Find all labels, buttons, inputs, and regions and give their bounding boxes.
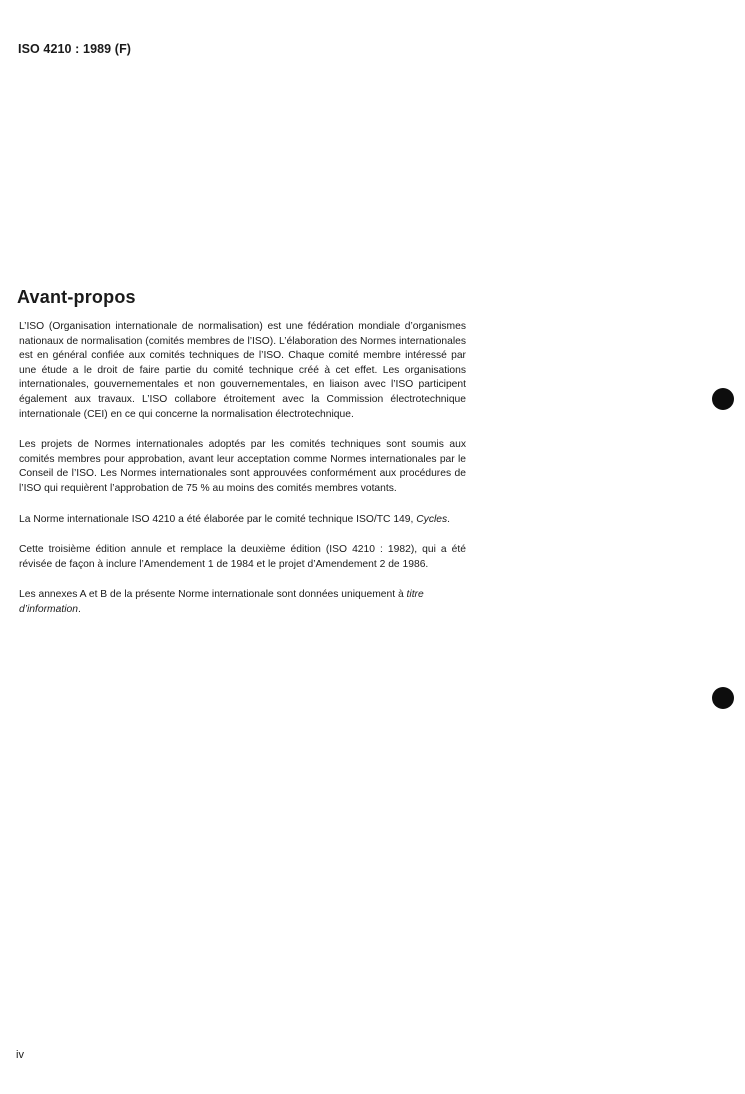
paragraph-annexes (19, 588, 466, 617)
paragraph-text: Les annexes A et B de la présente Norme internationale sont données uniquement à (19, 589, 407, 601)
paragraph-text: La Norme internationale ISO 4210 a été élaborée par le comité technique ISO/TC 149, (19, 513, 417, 525)
paragraph-edition-note (19, 543, 466, 572)
binding-hole-mark-upper (712, 388, 734, 410)
committee-name: Cycles (416, 513, 448, 525)
paragraph-text: Les projets de Normes internationales adoptés par les comités techniques sont soumis aux comités membres pour approbation, avant leur acceptation comme Normes internationales par le Conseil de l’ISO. Les Normes internationales sont approuvées conformément aux procédures de l’ISO qui requièrent l’approbation de 75 % au moins des comités membres votants. (19, 439, 466, 494)
section-title: Avant-propos (17, 287, 136, 307)
paragraph-approval-procedure (19, 438, 466, 496)
page-number: iv (16, 1049, 24, 1061)
paragraph-text-end: . (77, 603, 81, 615)
paragraph-technical-committee (19, 513, 466, 528)
paragraph-text: Cette troisième édition annule et remplace la deuxième édition (ISO 4210 : 1982), qui a été révisée de façon à inclure l’Amendement 1 de 1984 et le projet d’Amendement 2 de 1986. (19, 544, 466, 570)
information-note: titre d’information (19, 589, 424, 615)
paragraph-text-end: . (447, 513, 451, 525)
foreword-body (19, 320, 466, 634)
paragraph-text: L’ISO (Organisation internationale de normalisation) est une fédération mondiale d’organismes nationaux de normalisation (comités membres de l’ISO). L’élaboration des Normes internationales est en général confiée aux comités techniques de l’ISO. Chaque comité membre intéressé par une étude a le droit de faire partie du comité technique créé à cet effet. Les organisations internationales, gouvernementales et non gouvernementales, en liaison avec l’ISO participent également aux travaux. L’ISO collabore étroitement avec la Commission électrotechnique internationale (CEI) en ce qui concerne la normalisation électrotechnique. (19, 321, 466, 420)
standard-reference-header: ISO 4210 : 1989 (F) (18, 42, 132, 56)
paragraph-iso-organisation (19, 320, 466, 422)
binding-hole-mark-lower (712, 687, 734, 709)
